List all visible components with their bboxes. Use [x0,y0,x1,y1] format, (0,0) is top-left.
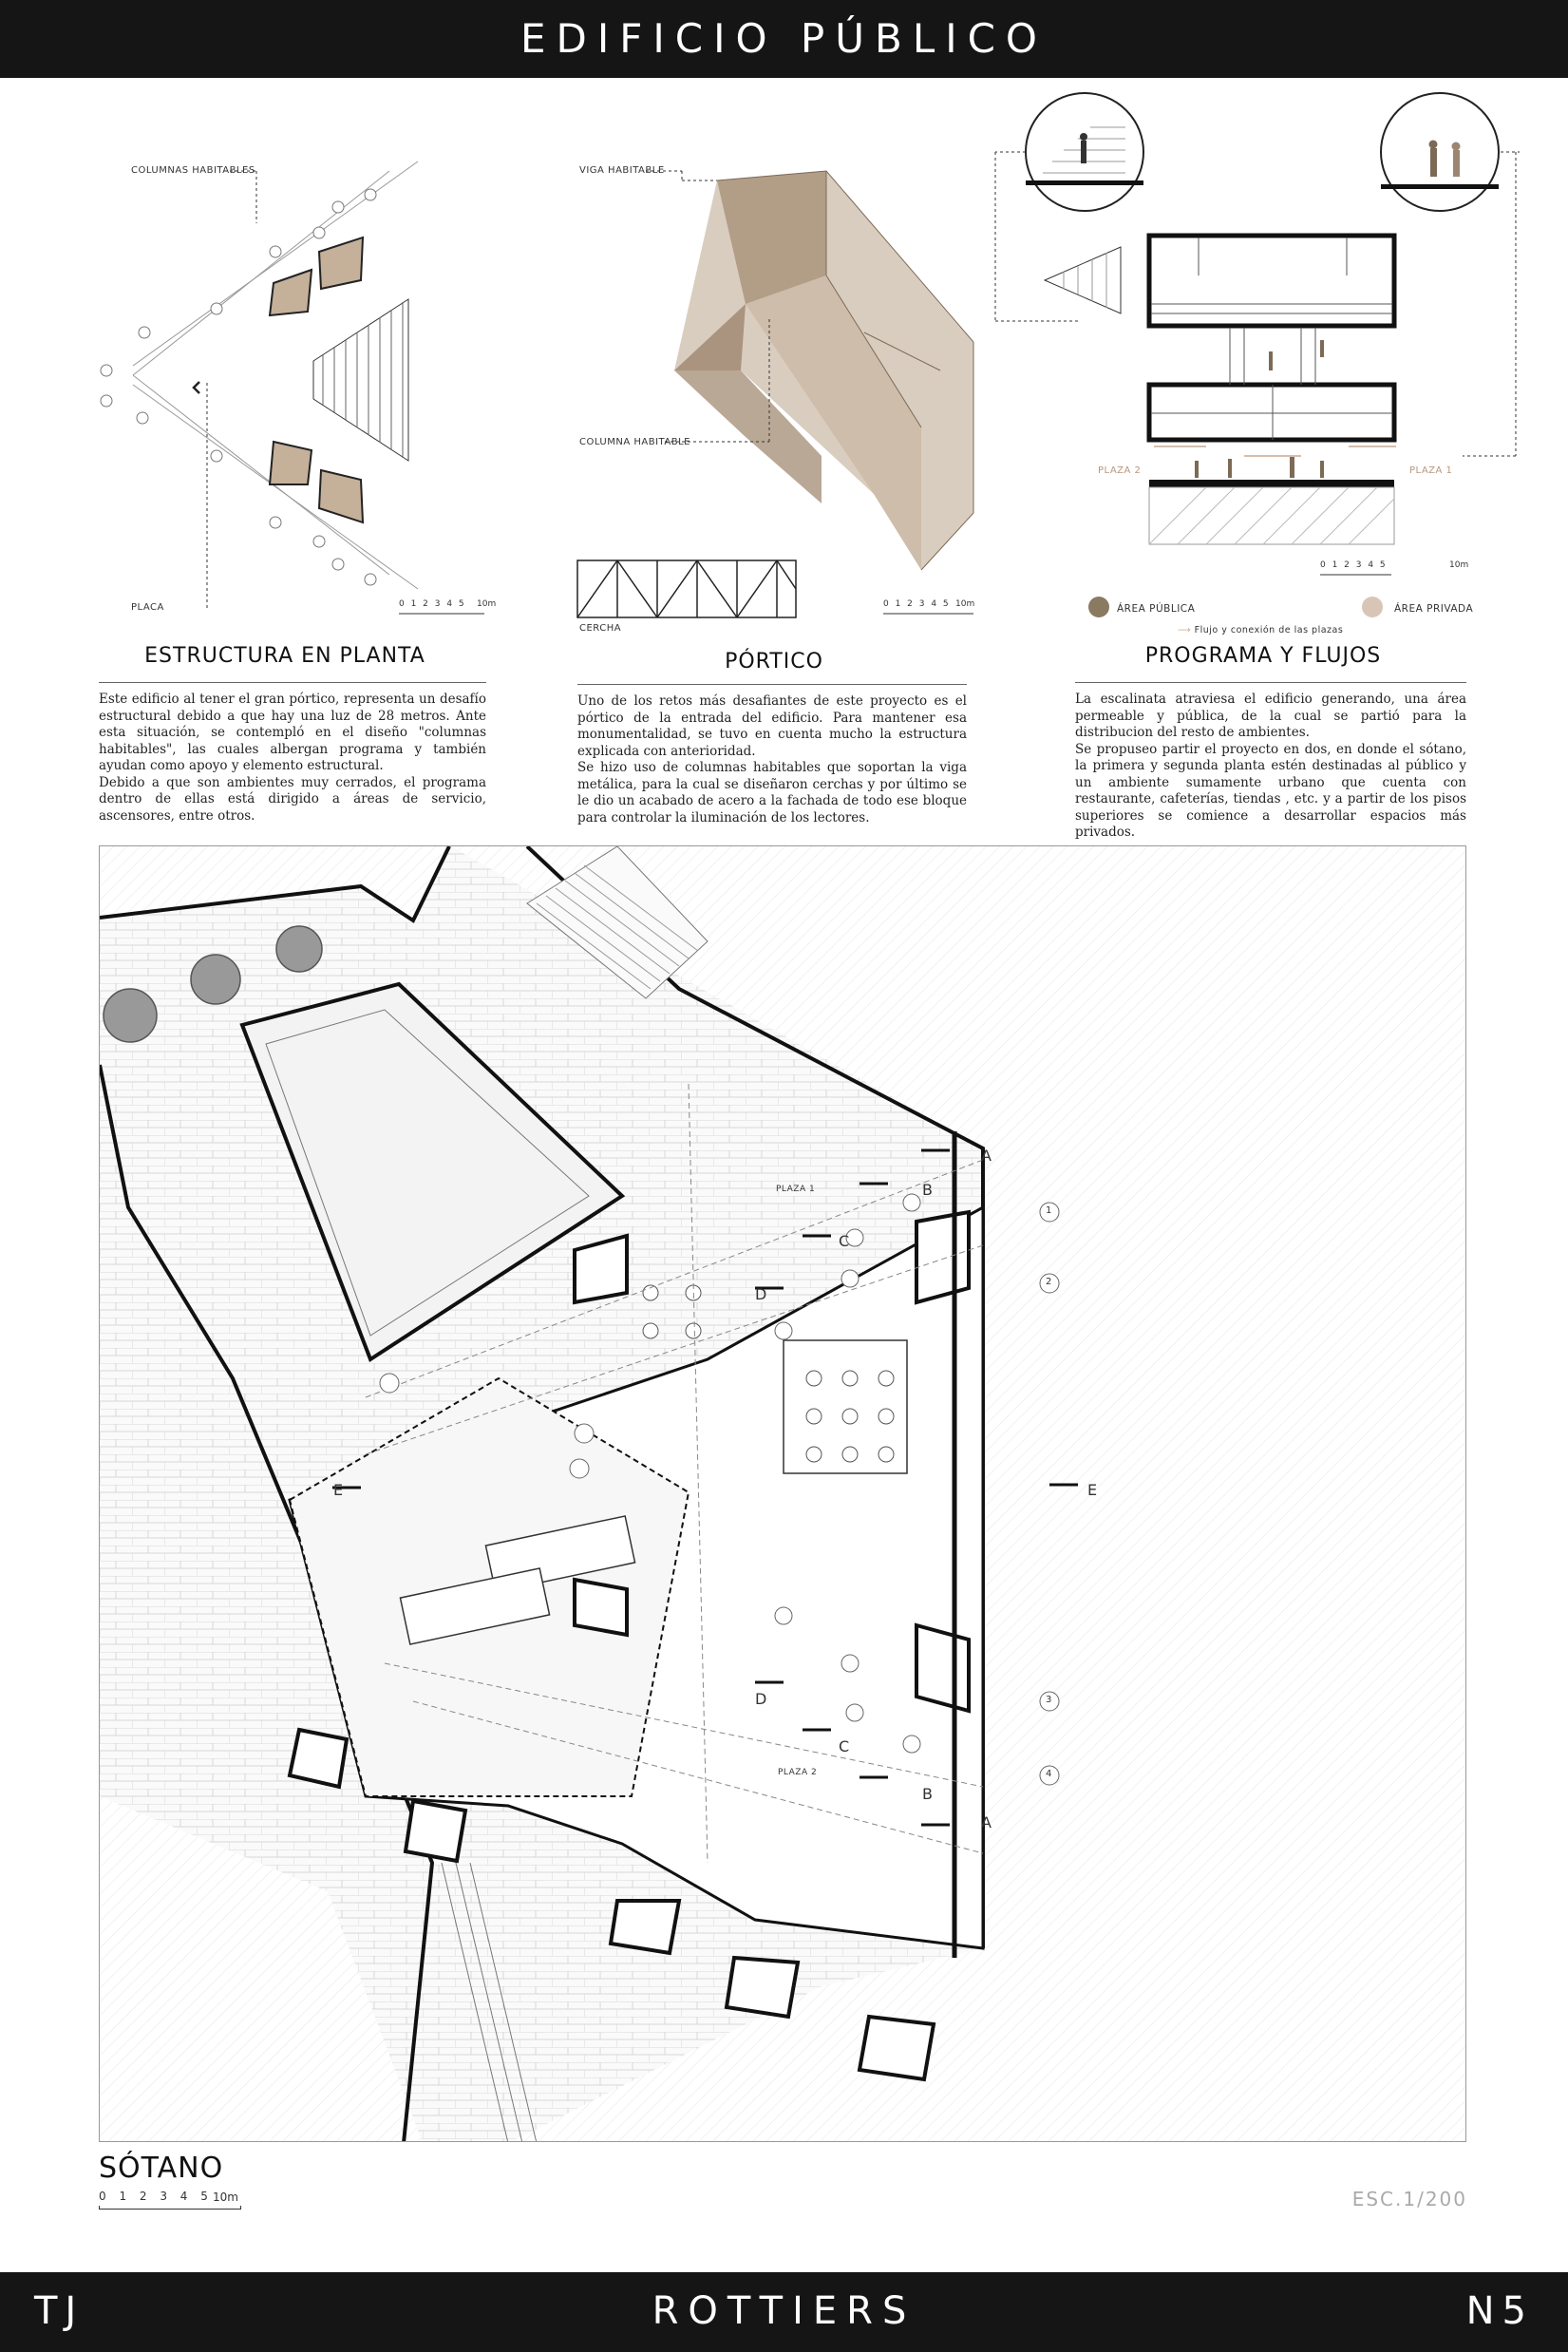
cut-c-bottom: C [839,1737,850,1755]
structure-title: ESTRUCTURA EN PLANTA [144,644,425,668]
portico-title: PÓRTICO [725,650,823,673]
portico-panel [570,142,1026,636]
program-rule [1075,682,1466,683]
cut-c-top: C [839,1232,850,1250]
program-scale-unit: 10m [1449,560,1469,570]
columns-label: COLUMNAS HABITABLES [131,165,255,176]
column-label: COLUMNA HABITABLE [579,437,690,447]
axis-2: 2 [1046,1277,1052,1287]
drawing-scale: ESC.1/200 [1351,2188,1467,2210]
structure-paragraph: Debido a que son ambientes muy cerrados, el programa dentro de ellas está dirigido a áreas de servicio, ascensores, entre otros. [99,774,486,824]
portico-paragraph: Se hizo uso de columnas habitables que soportan la viga metálica, para la cual se diseñaron cerchas y por último se le dio un acabado de acero a la fachada de todo ese bloque para controlar la iluminación de los lectores. [577,760,967,825]
plan-title: SÓTANO [99,2152,224,2185]
program-text [1075,692,1466,842]
plaza2-plan-label: PLAZA 2 [778,1768,818,1777]
top-banner [0,0,1568,78]
plaza1-plan-label: PLAZA 1 [776,1185,816,1194]
cut-b-bottom: B [922,1785,934,1803]
plaza1-label: PLAZA 1 [1409,465,1453,476]
public-area-label: ÁREA PÚBLICA [1117,603,1196,615]
structure-paragraph: Este edificio al tener el gran pórtico, representa un desafío estructural debido a que hay una luz de 28 metros. Ante esta situación, se contempló en el diseño "columnas habitables", las cuales albergan programa y también ayudan como apoyo y elemento estructural. [99,692,486,773]
flow-legend-label [1178,625,1343,635]
portico-rule [577,684,967,685]
program-title: PROGRAMA Y FLUJOS [1144,644,1382,668]
structure-rule [99,682,486,683]
portico-diagram [570,142,1026,636]
slab-label: PLACA [131,602,164,613]
plan-scale-unit: 10m [213,2191,238,2204]
private-area-swatch [1362,597,1383,617]
portico-paragraph: Uno de los retos más desafiantes de este proyecto es el pórtico de la entrada del edificio. Para mantener esa monumentalidad, se tuvo en cuenta mucho la estructura explicada con anterioridad. [577,693,967,759]
cut-d-bottom: D [755,1690,767,1708]
structure-scale-unit: 10m [477,599,497,609]
flow-arrow-icon: ⟶ [1178,625,1195,635]
cut-a-top: A [981,1147,992,1165]
program-paragraph: Se propuseo partir el proyecto en dos, en donde el sótano, la primera y segunda planta estén destinadas al público y un ambiente sumamente urbano que cuenta con restaurante, cafeterías, tiendas , etc. y a partir de los pisos superiores se comience a desarrollar espacios más privados. [1075,741,1466,840]
axis-4: 4 [1046,1769,1052,1779]
portico-scale-unit: 10m [955,599,975,609]
public-area-swatch [1088,597,1109,617]
author-name: ROTTIERS [652,2289,916,2333]
program-scale: 0 1 2 3 4 5 [1320,560,1388,570]
flow-legend-text: Flujo y conexión de las plazas [1194,625,1344,635]
basement-plan [99,845,1466,2142]
basement-plan-drawing [100,846,1466,2142]
axis-1: 1 [1046,1205,1052,1216]
cut-a-bottom: A [981,1813,992,1831]
structure-panel [95,142,551,636]
portico-scale: 0 1 2 3 4 5 [883,599,951,609]
cut-e-right: E [1087,1481,1098,1499]
author-initials: TJ [34,2289,85,2333]
plan-scale: 0 1 2 3 4 5 [99,2190,213,2203]
bottom-banner [0,2272,1568,2352]
truss-label: CERCHA [579,623,622,634]
cut-d-top: D [755,1285,767,1303]
axis-3: 3 [1046,1695,1052,1705]
portico-text [577,693,967,826]
beam-label: VIGA HABITABLE [579,165,665,176]
cut-b-top: B [922,1181,934,1199]
sheet-number: N5 [1465,2289,1534,2333]
program-panel [988,85,1520,636]
plan-scale-bar [99,2206,241,2210]
plaza2-label: PLAZA 2 [1098,465,1142,476]
page-title: EDIFICIO PÚBLICO [520,15,1048,62]
structure-text [99,692,486,825]
private-area-label: ÁREA PRIVADA [1394,603,1474,615]
program-paragraph: La escalinata atraviesa el edificio generando, una área permeable y pública, de la cual se partió para la distribucion del resto de ambientes. [1075,692,1466,740]
structure-scale: 0 1 2 3 4 5 [399,599,466,609]
program-diagram [988,85,1520,636]
cut-e-left: E [333,1481,344,1499]
structure-diagram [95,142,551,636]
